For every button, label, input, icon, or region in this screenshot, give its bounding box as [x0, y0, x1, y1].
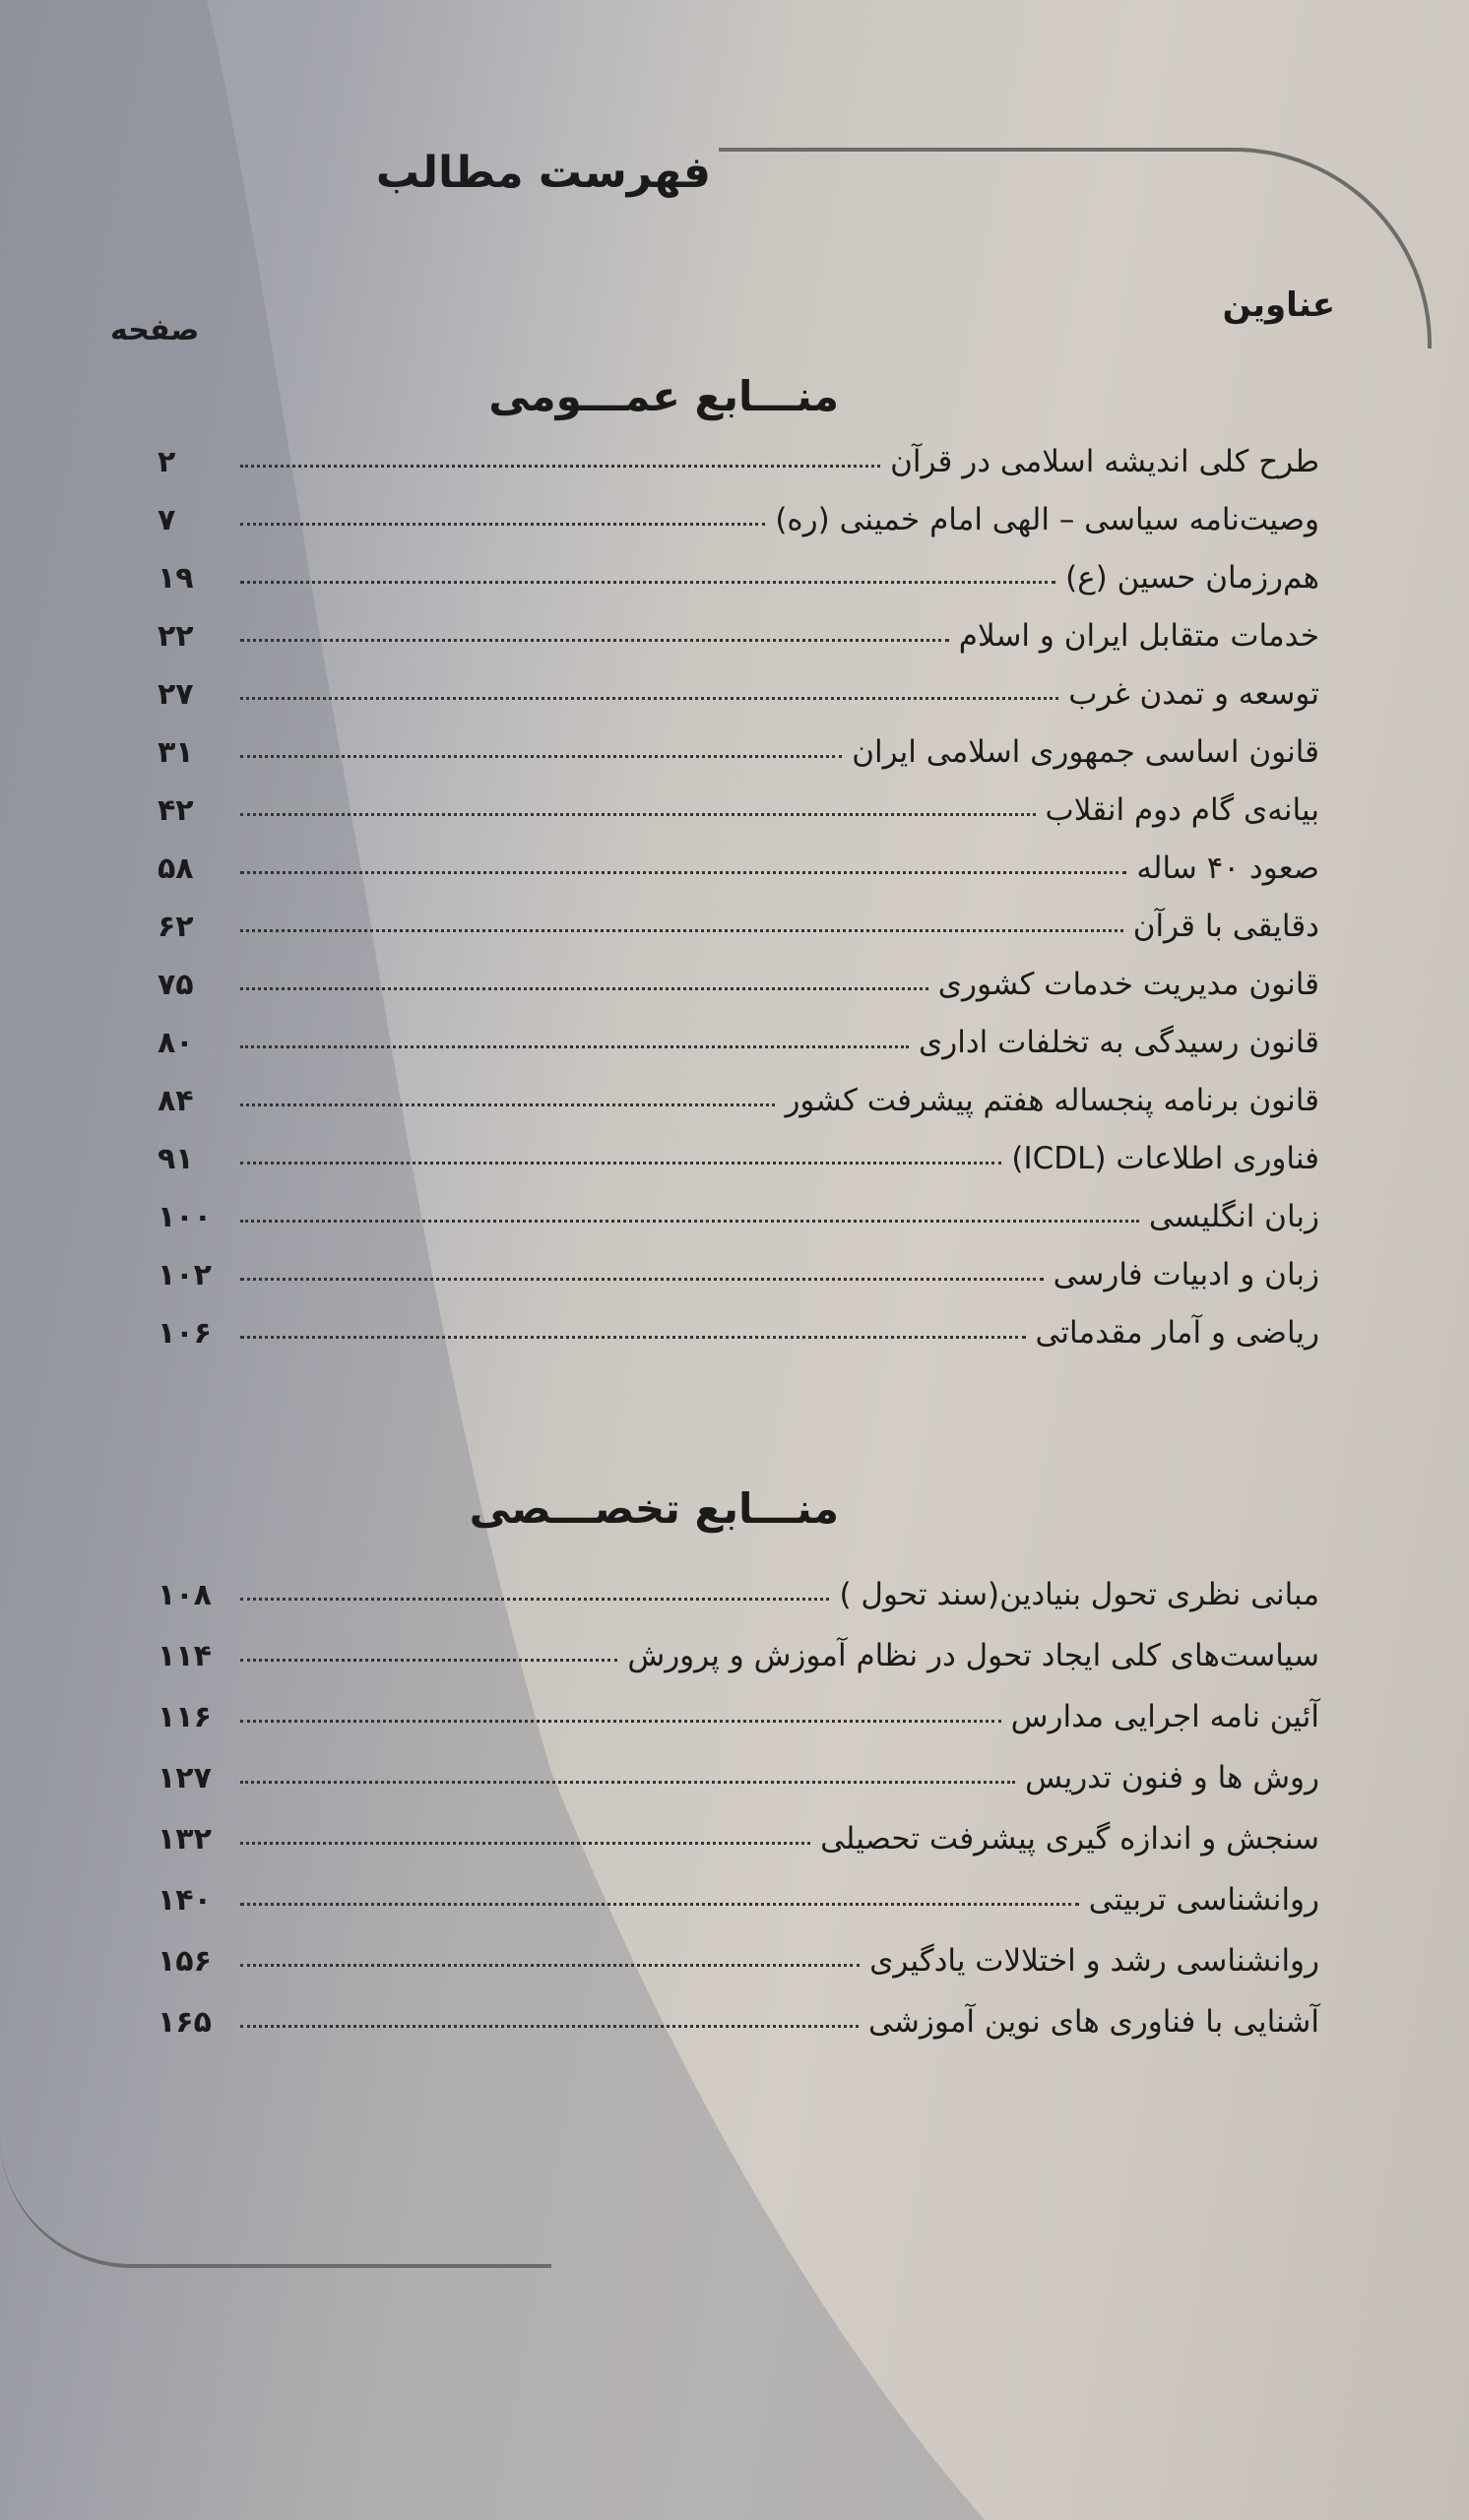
dot-leader: [240, 1336, 1026, 1339]
entry-page-number: ۵۸: [158, 851, 194, 886]
toc-entry: [158, 537, 1319, 596]
toc-entry: [158, 1176, 1319, 1234]
toc-entry: [158, 1002, 1319, 1060]
entry-title: قانون مدیریت خدمات کشوری: [937, 967, 1319, 1002]
decorative-frame-bottom: [0, 2136, 551, 2268]
entry-page-number: ۱۲۷: [158, 1761, 212, 1796]
toc-entry: [158, 886, 1319, 944]
toc-entry: [158, 1234, 1319, 1292]
entry-title: زبان انگلیسی: [1148, 1199, 1319, 1234]
entry-page-number: ۴۲: [158, 793, 194, 828]
entry-title: سیاست‌های کلی ایجاد تحول در نظام آموزش و پرورش: [627, 1638, 1319, 1673]
entry-title: فناوری اطلاعات (ICDL): [1011, 1141, 1319, 1176]
page-title: فهرست مطالب: [375, 148, 711, 198]
entry-page-number: ۱۰۶: [158, 1316, 212, 1351]
dot-leader: [240, 2025, 859, 2028]
dot-leader: [240, 1781, 1015, 1784]
toc-entry: [158, 596, 1319, 654]
dot-leader: [240, 465, 880, 468]
dot-leader: [240, 1964, 860, 1967]
dot-leader: [240, 813, 1036, 816]
entry-page-number: ۱۶۵: [158, 2005, 212, 2040]
toc-entry: [158, 712, 1319, 770]
entry-title: آشنایی با فناوری های نوین آموزشی: [868, 2004, 1319, 2040]
dot-leader: [240, 1720, 1001, 1723]
toc-entry: [158, 770, 1319, 828]
entry-title: قانون برنامه پنجساله هفتم پیشرفت کشور: [785, 1083, 1319, 1118]
toc-entry: [158, 421, 1319, 479]
entry-page-number: ۱۹: [158, 561, 194, 596]
entry-title: روانشناسی تربیتی: [1088, 1882, 1319, 1918]
toc-entry: [158, 1734, 1319, 1796]
dot-leader: [240, 1842, 810, 1845]
toc-entry: [158, 944, 1319, 1002]
dot-leader: [240, 987, 928, 990]
toc-entry: [158, 1118, 1319, 1176]
entry-page-number: ۱۰۸: [158, 1578, 212, 1612]
titles-column-header: عناوین: [1222, 285, 1335, 325]
entry-page-number: ۱۴۰: [158, 1883, 212, 1918]
entry-title: بیانه‌ی گام دوم انقلاب: [1045, 792, 1319, 828]
dot-leader: [240, 1598, 829, 1601]
dot-leader: [240, 1903, 1079, 1906]
toc-entry: [158, 1673, 1319, 1734]
toc-list-specialized: [158, 1551, 1319, 2040]
dot-leader: [240, 1278, 1044, 1281]
entry-title: صعود ۴۰ ساله: [1136, 850, 1319, 886]
entry-title: خدمات متقابل ایران و اسلام: [958, 618, 1319, 654]
entry-page-number: ۲۷: [158, 677, 194, 712]
entry-page-number: ۷: [158, 503, 176, 537]
dot-leader: [240, 1045, 909, 1048]
entry-title: سنجش و اندازه گیری پیشرفت تحصیلی: [820, 1821, 1319, 1857]
toc-list-general: [158, 421, 1319, 1351]
entry-page-number: ۸۴: [158, 1084, 194, 1118]
dot-leader: [240, 523, 765, 526]
entry-page-number: ۱۱۴: [158, 1639, 212, 1673]
toc-entry: [158, 1857, 1319, 1918]
entry-title: طرح کلی اندیشه اسلامی در قرآن: [890, 444, 1319, 479]
toc-entry: [158, 828, 1319, 886]
entry-page-number: ۱۰۰: [158, 1200, 212, 1234]
entry-page-number: ۱۳۲: [158, 1822, 212, 1857]
toc-entry: [158, 479, 1319, 537]
toc-entry: [158, 654, 1319, 712]
entry-title: ریاضی و آمار مقدماتی: [1035, 1315, 1319, 1351]
entry-title: قانون اساسی جمهوری اسلامی ایران: [852, 734, 1319, 770]
entry-page-number: ۲۲: [158, 619, 194, 654]
entry-title: زبان و ادبیات فارسی: [1053, 1257, 1319, 1292]
dot-leader: [240, 639, 949, 642]
entry-page-number: ۷۵: [158, 968, 194, 1002]
entry-title: روش ها و فنون تدریس: [1025, 1760, 1319, 1796]
page-column-header: صفحه: [110, 313, 200, 347]
entry-title: مبانی نظری تحول بنیادین(سند تحول ): [839, 1577, 1319, 1612]
entry-page-number: ۶۲: [158, 910, 194, 944]
toc-entry: [158, 1060, 1319, 1118]
entry-title: دقایقی با قرآن: [1132, 909, 1319, 944]
dot-leader: [240, 697, 1058, 700]
dot-leader: [240, 929, 1123, 932]
dot-leader: [240, 1659, 617, 1662]
section-title-general: منـــابع عمـــومی: [488, 372, 839, 420]
entry-page-number: ۱۵۶: [158, 1944, 212, 1979]
dot-leader: [240, 581, 1055, 584]
toc-entry: [158, 1551, 1319, 1612]
dot-leader: [240, 755, 842, 758]
entry-title: هم‌رزمان حسین (ع): [1065, 560, 1319, 596]
entry-title: وصیت‌نامه سیاسی – الهی امام خمینی (ره): [775, 502, 1319, 537]
entry-page-number: ۹۱: [158, 1142, 194, 1176]
dot-leader: [240, 1162, 1001, 1165]
entry-title: آئین نامه اجرایی مدارس: [1010, 1699, 1319, 1734]
toc-entry: [158, 1612, 1319, 1673]
dot-leader: [240, 871, 1126, 874]
entry-page-number: ۲: [158, 445, 176, 479]
dot-leader: [240, 1220, 1139, 1223]
entry-title: توسعه و تمدن غرب: [1068, 676, 1319, 712]
toc-entry: [158, 1979, 1319, 2040]
entry-page-number: ۱۱۶: [158, 1700, 212, 1734]
toc-entry: [158, 1918, 1319, 1979]
toc-entry: [158, 1796, 1319, 1857]
toc-entry: [158, 1292, 1319, 1351]
section-title-specialized: منـــابع تخصـــصی: [469, 1484, 839, 1533]
entry-page-number: ۳۱: [158, 735, 194, 770]
entry-page-number: ۸۰: [158, 1026, 194, 1060]
entry-page-number: ۱۰۲: [158, 1258, 212, 1292]
entry-title: روانشناسی رشد و اختلالات یادگیری: [869, 1943, 1319, 1979]
entry-title: قانون رسیدگی به تخلفات اداری: [919, 1025, 1319, 1060]
dot-leader: [240, 1103, 775, 1106]
